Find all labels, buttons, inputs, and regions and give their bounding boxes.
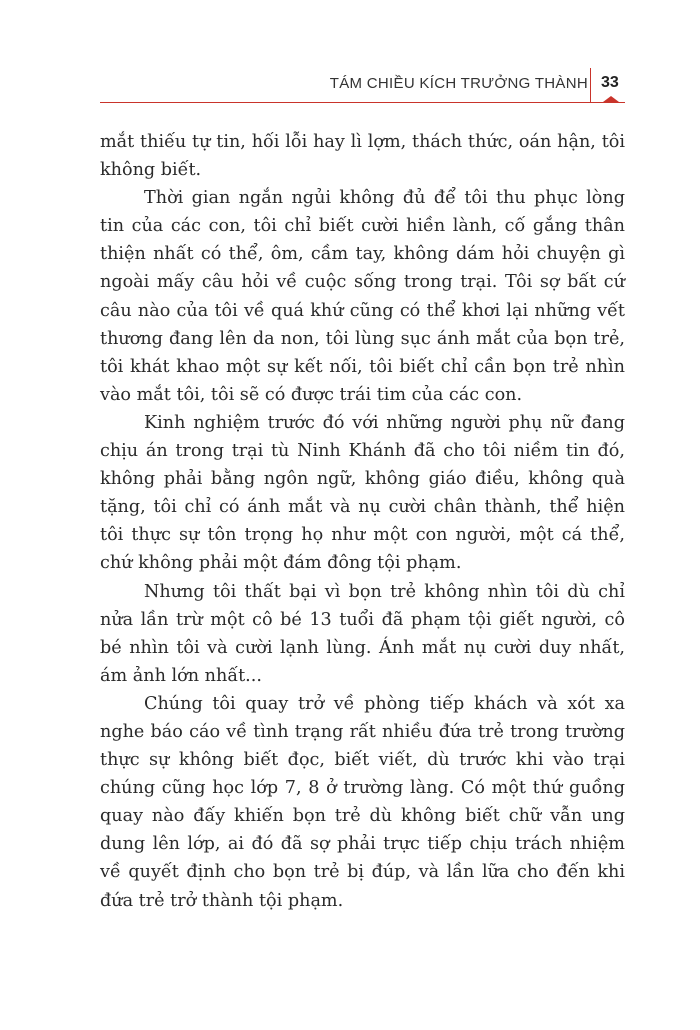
paragraph: mắt thiếu tự tin, hối lỗi hay lì lợm, thách thức, oán hận, tôi không biết. bbox=[100, 132, 625, 181]
header-triangle-marker bbox=[603, 96, 619, 102]
paragraph: Kinh nghiệm trước đó với những người phụ nữ đang chịu án trong trại tù Ninh Khánh đã cho tôi niềm tin đó, không phải bằng ngôn ngữ, không giáo điều, không quà tặng, tôi chỉ có ánh mắt và nụ cười chân thành, thể hiện tôi thực sự tôn trọng họ như một con người, một cá thể, chứ không phải một đám đông tội phạm. bbox=[100, 412, 625, 574]
running-title: TÁM CHIỀU KÍCH TRƯỞNG THÀNH bbox=[329, 75, 588, 92]
page-number: 33 bbox=[601, 74, 619, 91]
paragraph: Thời gian ngắn ngủi không đủ để tôi thu phục lòng tin của các con, tôi chỉ biết cười hiền lành, cố gắng thân thiện nhất có thể, ôm, cầm tay, không dám hỏi chuyện gì ngoài mấy câu hỏi về cuộc sống trong trại. Tôi sợ bất cứ câu nào của tôi về quá khứ cũng có thể khơi lại những vết thương đang lên da non, tôi lùng sục ánh mắt của bọn trẻ, tôi khát khao một sự kết nối, tôi biết chỉ cần bọn trẻ nhìn vào mắt tôi, tôi sẽ có được trái tim của các con. bbox=[100, 188, 625, 405]
paragraph: Nhưng tôi thất bại vì bọn trẻ không nhìn tôi dù chỉ nửa lần trừ một cô bé 13 tuổi đã phạm tội giết người, cô bé nhìn tôi và cười lạnh lùng. Ánh mắt nụ cười duy nhất, ám ảnh lớn nhất... bbox=[100, 581, 625, 686]
header-divider bbox=[590, 68, 591, 102]
paragraph: Chúng tôi quay trở về phòng tiếp khách và xót xa nghe báo cáo về tình trạng rất nhiều đứa trẻ trong trường thực sự không biết đọc, biết viết, dù trước khi vào trại chúng cũng học lớp 7, 8 ở trường làng. Có một thứ guồng quay nào đấy khiến bọn trẻ dù không biết chữ vẫn ung dung lên lớp, ai đó đã sợ phải trực tiếp chịu trách nhiệm về quyết định cho bọn trẻ bị đúp, và lần lữa cho đến khi đứa trẻ trở thành tội phạm. bbox=[100, 693, 625, 911]
body-text bbox=[100, 128, 625, 915]
header-rule bbox=[100, 102, 625, 103]
